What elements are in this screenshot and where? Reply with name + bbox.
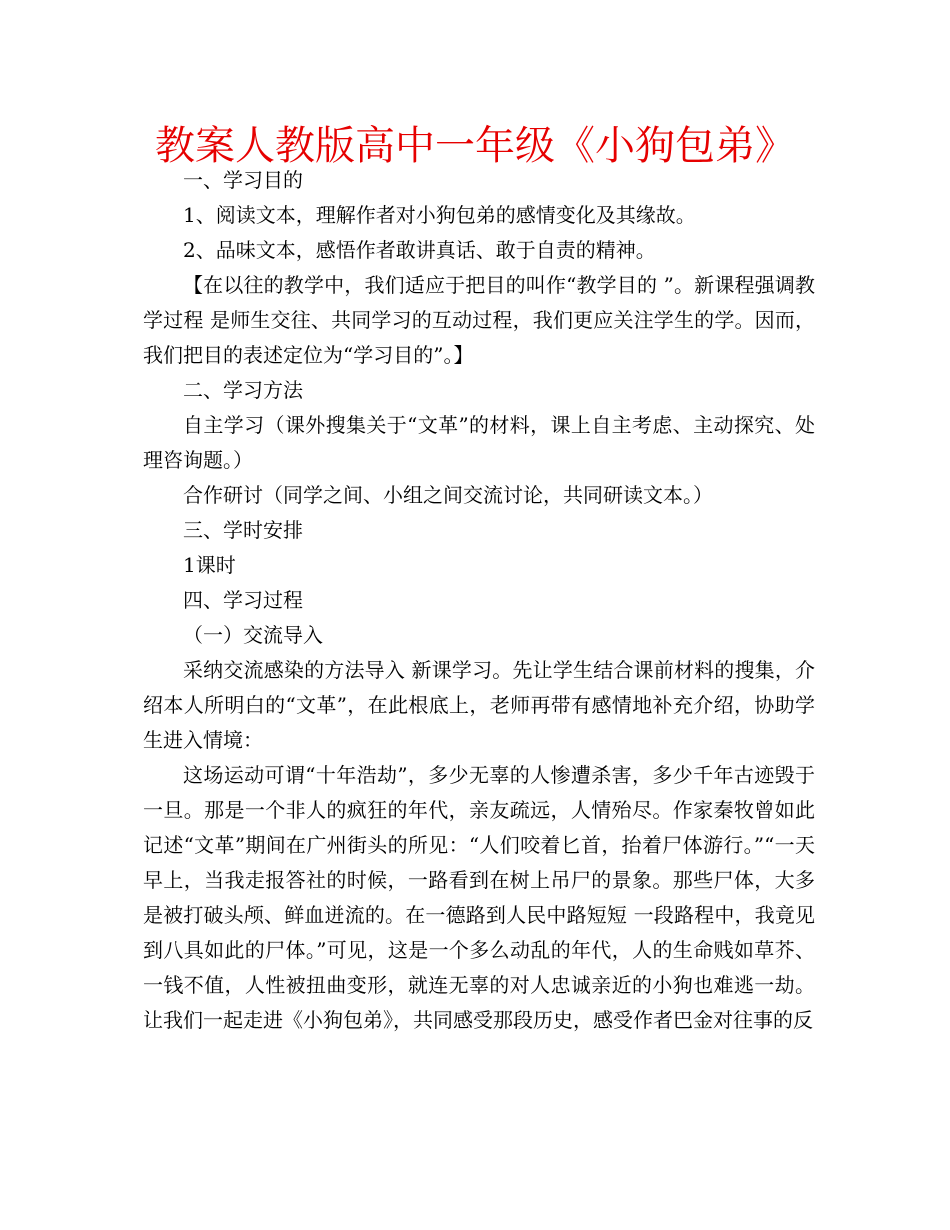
context-paragraph: 这场运动可谓“十年浩劫”，多少无辜的人惨遭杀害，多少千年古迹毁于一旦。那是一个非人的疯狂的年代，亲友疏远，人情殆尽。作家秦牧曾如此记述“文革”期间在广州街头的所见：“人们咬着匕首，抬着尸体游行。”“一天早上，当我走报答社的时候，一路看到在树上吊尸的景象。那些尸体，大多是被打破头颅、鲜血迸流的。在一德路到人民中路短短 一段路程中，我竟见到八具如此的尸体。”可见，这是一个多么动乱的年代，人的生命贱如草芥、一钱不值，人性被扭曲变形，就连无辜的对人忠诚亲近的小狗也难逃一劫。让我们一起走进《小狗包弟》，共同感受那段历史，感受作者巴金对往事的反 xyxy=(143,763,815,1032)
section-heading-methods: 二、学习方法 xyxy=(183,378,303,402)
section-heading-goals: 一、学习目的 xyxy=(183,168,303,192)
document-body xyxy=(143,163,815,1038)
goal-item-1: 1、阅读文本，理解作者对小狗包弟的感情变化及其缘故。 xyxy=(183,203,696,227)
goal-note: 【在以往的教学中，我们适应于把目的叫作“教学目的 ”。新课程强调教学过程 是师生交往、共同学习的互动过程，我们更应关注学生的学。因而，我们把目的表述定位为“学习目的”。】 xyxy=(143,273,815,367)
intro-paragraph: 采纳交流感染的方法导入 新课学习。先让学生结合课前材料的搜集，介绍本人所明白的“文革”，在此根底上，老师再带有感情地补充介绍，协助学生进入情境： xyxy=(143,658,815,752)
schedule-value: 1课时 xyxy=(183,553,236,577)
section-heading-schedule: 三、学时安排 xyxy=(183,518,303,542)
method-cooperative: 合作研讨（同学之间、小组之间交流讨论，共同研读文本。） xyxy=(183,483,713,507)
section-heading-process: 四、学习过程 xyxy=(183,588,303,612)
subsection-heading-intro: （一）交流导入 xyxy=(183,623,323,647)
method-self-study: 自主学习（课外搜集关于“文革”的材料，课上自主考虑、主动探究、处理咨询题。） xyxy=(143,413,815,472)
document-title: 教案人教版高中一年级《小狗包弟》 xyxy=(155,123,795,169)
goal-item-2: 2、品味文本，感悟作者敢讲真话、敢于自责的精神。 xyxy=(183,238,656,262)
